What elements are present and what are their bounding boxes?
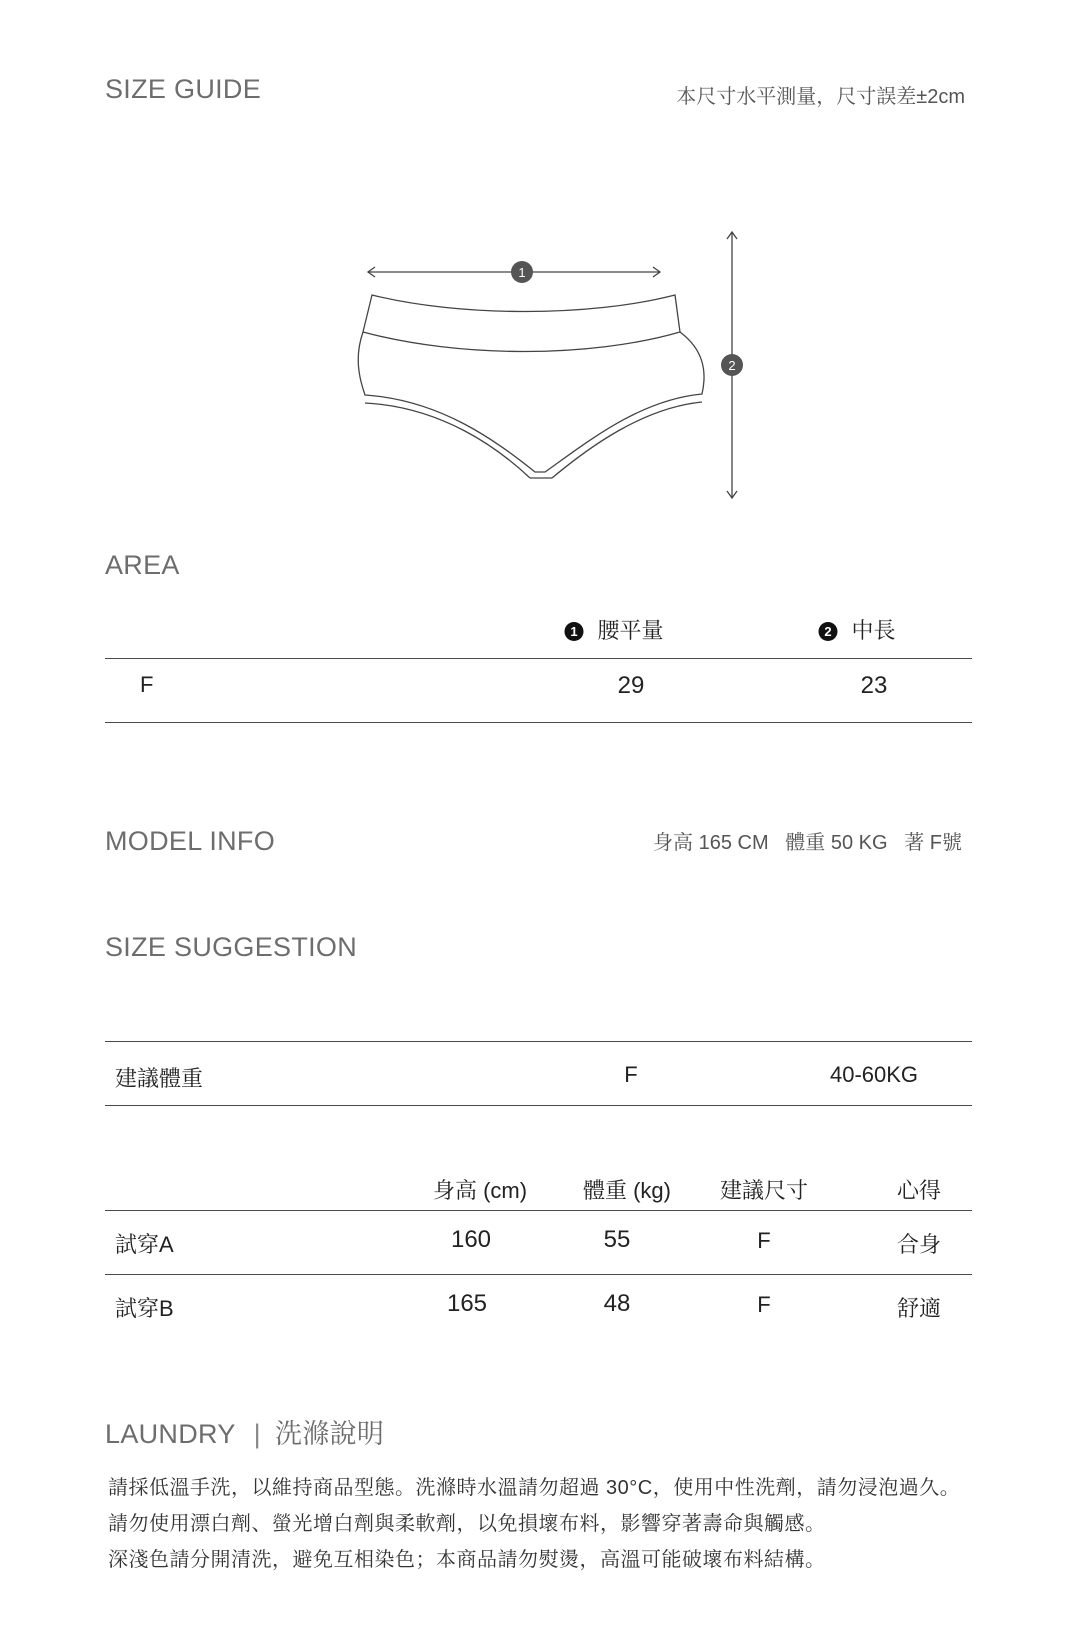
fit-row-a-height: 160: [450, 1226, 492, 1253]
laundry-title: LAUNDRY: [105, 1419, 236, 1449]
suggestion-size: F: [624, 1062, 638, 1087]
marker-1-text: 1: [518, 265, 526, 280]
suggestion-label: 建議體重: [115, 1066, 204, 1091]
model-info-details: [653, 826, 962, 855]
fit-rule-header: [105, 1210, 972, 1211]
briefs-body-outline: [358, 332, 704, 472]
measurement-note: 本尺寸水平測量，尺寸誤差±2cm: [676, 86, 965, 108]
fit-row-b-name: 試穿B: [115, 1296, 174, 1321]
suggestion-range: 40-60KG: [829, 1062, 919, 1087]
briefs-diagram: [330, 220, 750, 505]
size-guide-title: SIZE GUIDE: [105, 74, 262, 104]
laundry-line-3: 深淺色請分開清洗，避免互相染色；本商品請勿熨燙，高溫可能破壞布料結構。: [108, 1549, 826, 1571]
size-suggestion-title: SIZE SUGGESTION: [105, 932, 358, 962]
suggestion-rule-bottom: [105, 1105, 972, 1106]
model-info-title: MODEL INFO: [105, 826, 276, 856]
area-badge-1: 1: [564, 622, 583, 641]
fit-row-a-weight: 55: [603, 1226, 631, 1253]
fit-row-b-size: F: [757, 1292, 771, 1317]
fit-header-size: 建議尺寸: [719, 1178, 809, 1203]
waistband-outline: [363, 295, 680, 352]
area-rule-bottom: [105, 722, 972, 723]
fit-row-b-weight: 48: [603, 1290, 631, 1317]
fit-row-b-height: 165: [446, 1290, 488, 1317]
model-weight: 體重 50 KG: [785, 832, 888, 854]
left-leg-binding: [365, 403, 530, 478]
area-badge-2: 2: [818, 622, 837, 641]
right-leg-binding: [552, 402, 702, 478]
area-header-length: [818, 614, 895, 645]
fit-header-height: 身高 (cm): [432, 1178, 528, 1203]
laundry-line-1: 請採低溫手洗，以維持商品型態。洗滌時水溫請勿超過 30°C，使用中性洗劑，請勿浸泡過久。: [108, 1477, 961, 1499]
laundry-line-2: 請勿使用漂白劑、螢光增白劑與柔軟劑，以免損壞布料，影響穿著壽命與觸感。: [108, 1513, 826, 1535]
fit-row-a-size: F: [757, 1228, 771, 1253]
area-row-waist: 29: [617, 672, 645, 699]
area-header-length-label: 中長: [851, 618, 896, 643]
model-height: 身高 165 CM: [653, 832, 769, 854]
area-row-size: F: [140, 672, 154, 697]
area-title: AREA: [105, 550, 180, 580]
area-rule-top: [105, 658, 972, 659]
laundry-heading: [105, 1412, 384, 1451]
fit-header-comment: 心得: [896, 1178, 942, 1203]
laundry-subtitle: 洗滌說明: [274, 1419, 385, 1449]
fit-row-a-comment: 合身: [896, 1232, 942, 1257]
marker-2-text: 2: [728, 358, 736, 373]
area-row-length: 23: [860, 672, 888, 699]
laundry-divider: |: [253, 1419, 261, 1449]
fit-row-b-comment: 舒適: [896, 1296, 942, 1321]
area-header-waist-label: 腰平量: [597, 618, 664, 643]
fit-header-weight: 體重 (kg): [582, 1178, 672, 1203]
suggestion-rule-top: [105, 1041, 972, 1042]
model-wearing-size: 著 F號: [904, 832, 962, 854]
area-header-waist: [564, 614, 663, 645]
fit-row-a-name: 試穿A: [115, 1232, 174, 1257]
fit-rule-middle: [105, 1274, 972, 1275]
